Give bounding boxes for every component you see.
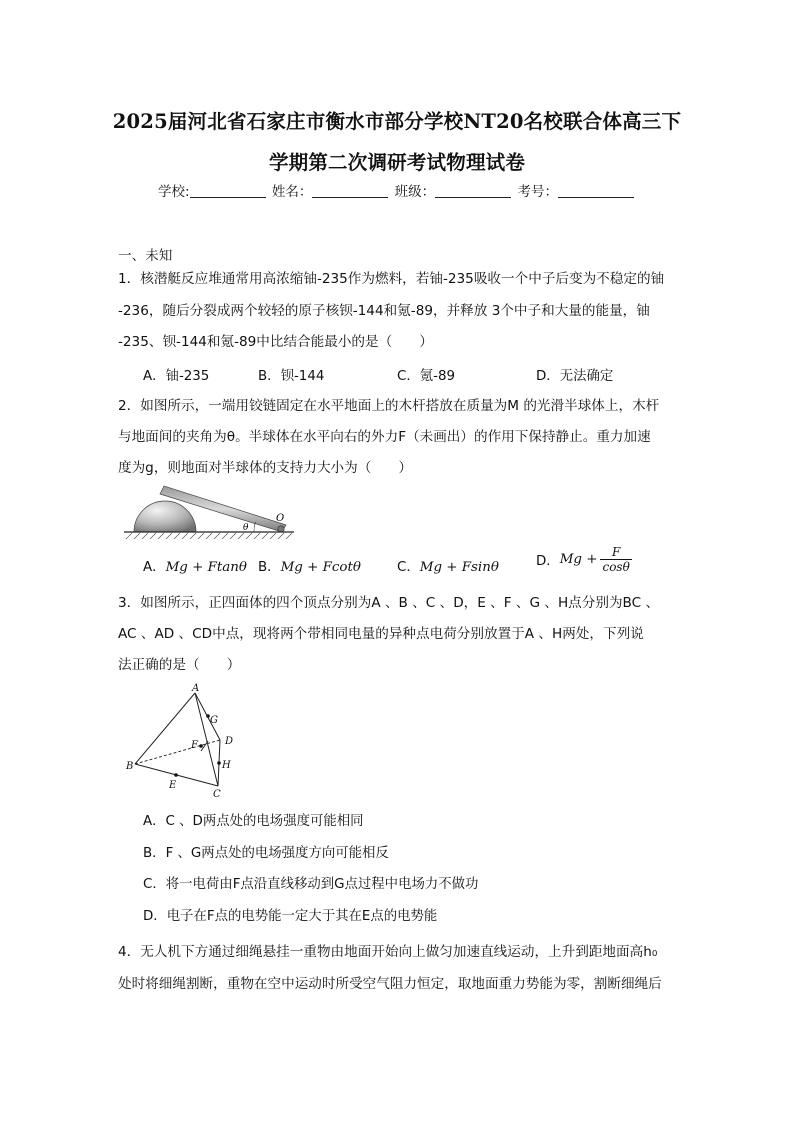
q1-line-3: -235、钡-144和氪-89中比结合能最小的是（ ） xyxy=(118,334,433,350)
q1-line-1: 1．核潜艇反应堆通常用高浓缩铀-235作为燃料，若铀-235吸收一个中子后变为不稳定的铀 xyxy=(118,271,665,287)
q2-option-a[interactable] xyxy=(143,556,247,575)
number-blank[interactable] xyxy=(558,184,634,198)
q3-option-a[interactable]: A．C 、D两点处的电场强度可能相同 xyxy=(143,814,364,829)
q4-line-1: 4．无人机下方通过细绳悬挂一重物由地面开始向上做匀加速直线运动，上升到距地面高h₀ xyxy=(118,944,658,960)
vertex-d-label: D xyxy=(225,736,234,747)
tetrahedron-edges xyxy=(135,693,220,786)
q2-line-3: 度为g，则地面对半球体的支持力大小为（ ） xyxy=(118,460,413,476)
vertex-c-label: C xyxy=(213,789,221,800)
q2-hemisphere-rod-figure xyxy=(124,484,294,540)
q1-option-a[interactable]: A．铀-235 xyxy=(143,369,210,384)
point-e-label: E xyxy=(169,780,177,791)
name-label: 姓名： xyxy=(271,184,313,200)
exam-title-line1: 2025届河北省石家庄市衡水市部分学校NT20名校联合体高三下 xyxy=(112,110,682,133)
student-info-line xyxy=(0,180,794,200)
exam-title-line2: 学期第二次调研考试物理试卷 xyxy=(268,151,526,174)
q2-option-c-expr: Mg + Fsinθ xyxy=(419,560,499,575)
vertex-b-label: B xyxy=(126,761,134,772)
q3-option-d[interactable]: D．电子在F点的电势能一定大于其在E点的电势能 xyxy=(143,909,438,924)
q2-option-b[interactable] xyxy=(258,556,361,575)
hemisphere-shape xyxy=(134,501,196,532)
q2-line-2: 与地面间的夹角为θ。半球体在水平向右的外力F（未画出）的作用下保持静止。重力加速 xyxy=(118,429,651,445)
q3-line-1: 3．如图所示，正四面体的四个顶点分别为A 、B 、C 、D，E 、F 、G 、H点分别为BC 、 xyxy=(118,595,660,611)
q2-option-d-lead: Mg + xyxy=(559,552,598,567)
school-label: 学校: xyxy=(158,184,190,200)
class-label: 班级： xyxy=(394,184,436,200)
q1-option-d[interactable]: D．无法确定 xyxy=(536,369,614,384)
q1-option-c[interactable]: C．氪-89 xyxy=(397,369,456,384)
hinge-pivot-icon xyxy=(278,526,284,532)
pivot-o-label: O xyxy=(276,513,285,524)
q3-line-3: 法正确的是（ ） xyxy=(118,657,241,673)
q2-option-b-expr: Mg + Fcotθ xyxy=(280,560,361,575)
q3-option-c[interactable]: C．将一电荷由F点沿直线移动到G点过程中电场力不做功 xyxy=(143,877,479,892)
fraction-denominator: cosθ xyxy=(602,560,630,574)
q3-option-b[interactable]: B．F 、G两点处的电场强度方向可能相反 xyxy=(143,846,389,861)
q2-option-a-prefix: A． xyxy=(143,560,166,575)
section-title: 一、未知 xyxy=(118,248,173,264)
q2-option-d-fraction xyxy=(600,545,631,574)
name-blank[interactable] xyxy=(312,184,388,198)
ground-hatching xyxy=(126,533,292,539)
angle-theta-label: θ xyxy=(243,523,249,533)
q3-tetrahedron-figure xyxy=(120,682,250,802)
number-label: 考号： xyxy=(517,184,558,200)
q1-option-b[interactable]: B．钡-144 xyxy=(258,369,325,384)
q1-line-2: -236，随后分裂成两个较轻的原子核钡-144和氪-89，并释放 3个中子和大量的能量，铀 xyxy=(118,303,650,319)
q3-line-2: AC 、AD 、CD中点，现将两个带相同电量的异种点电荷分别放置于A 、H两处，下列说 xyxy=(118,626,644,642)
q2-option-b-prefix: B． xyxy=(258,560,281,575)
q2-line-1: 2．如图所示，一端用铰链固定在水平地面上的木杆搭放在质量为M 的光滑半球体上，木杆 xyxy=(118,398,660,414)
vertex-a-label: A xyxy=(192,683,200,694)
class-blank[interactable] xyxy=(435,184,511,198)
q2-option-c-prefix: C． xyxy=(397,560,420,575)
q2-option-d[interactable] xyxy=(536,545,632,574)
hidden-edge-bd xyxy=(135,740,220,764)
q2-option-c[interactable] xyxy=(397,556,499,575)
q4-line-2: 处时将细绳割断，重物在空中运动时所受空气阻力恒定，取地面重力势能为零，割断细绳后 xyxy=(118,976,662,992)
q2-option-a-expr: Mg + Ftanθ xyxy=(165,560,247,575)
point-h-label: H xyxy=(222,760,231,771)
q2-option-d-prefix: D． xyxy=(536,554,560,569)
fraction-numerator: F xyxy=(600,545,631,560)
school-blank[interactable] xyxy=(190,184,266,198)
point-g-label: G xyxy=(210,715,218,726)
point-f-label: F xyxy=(191,740,198,751)
